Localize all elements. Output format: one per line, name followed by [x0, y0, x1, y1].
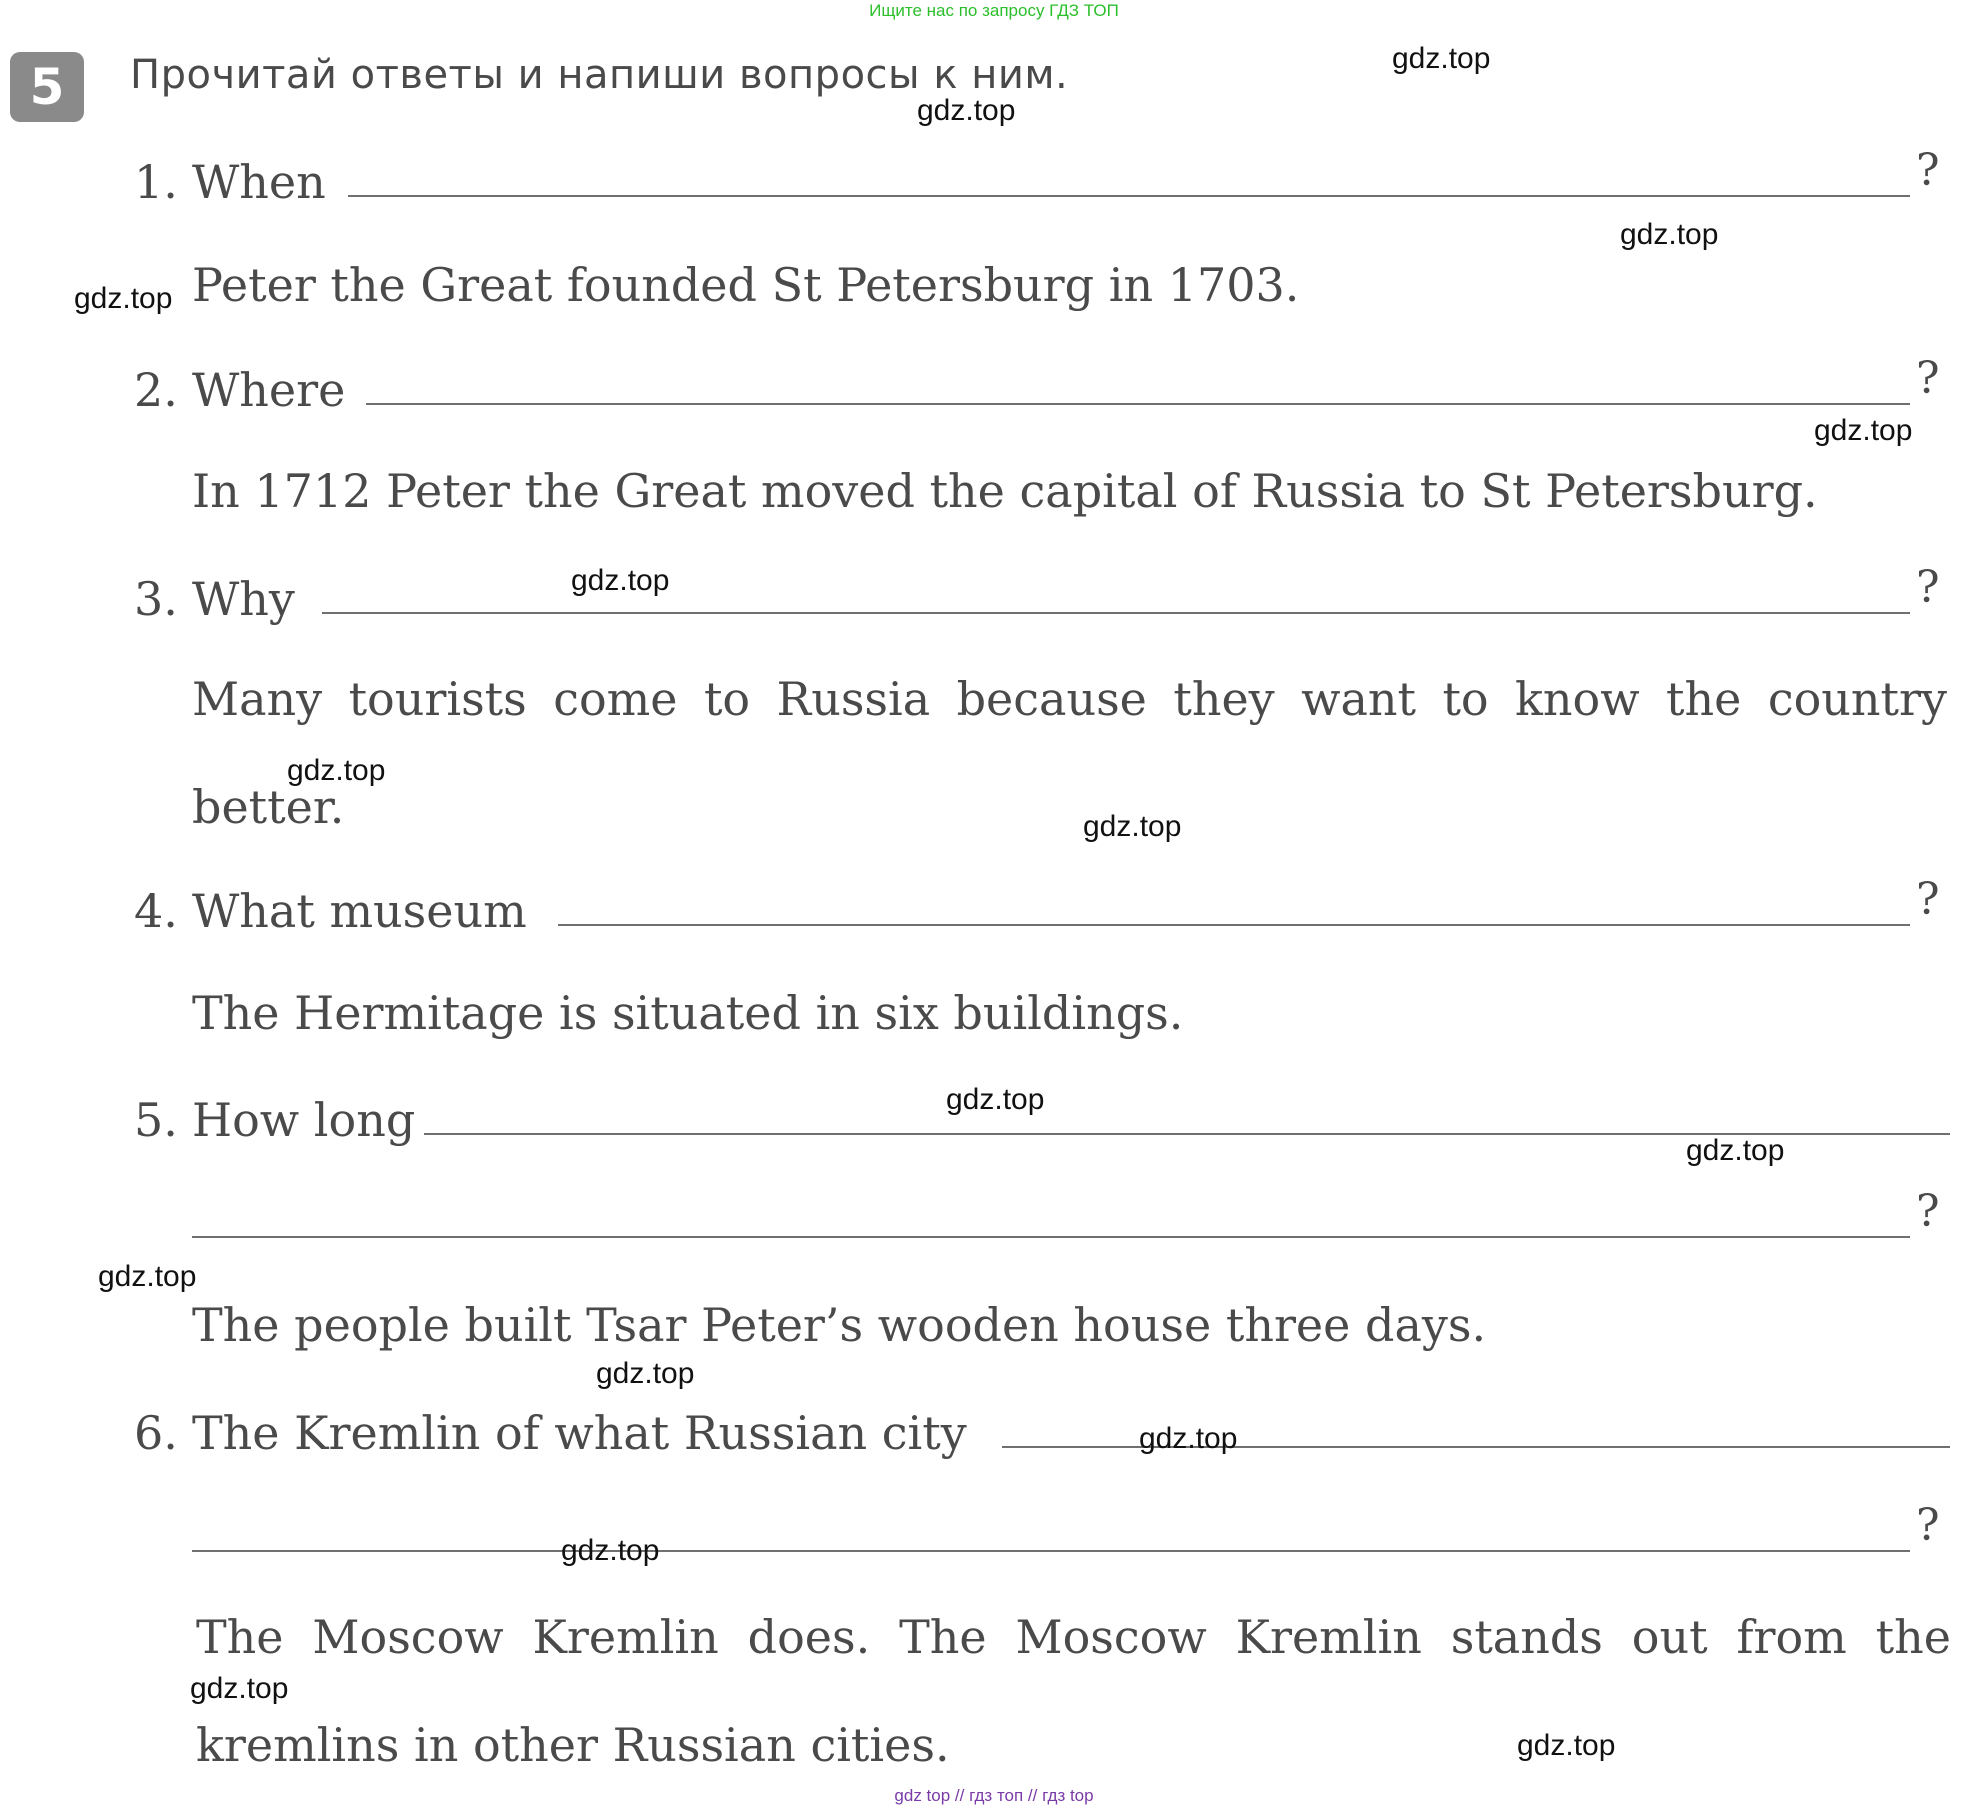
- answer-line[interactable]: [558, 924, 1910, 926]
- watermark: gdz.top: [1392, 42, 1491, 75]
- watermark: gdz.top: [917, 94, 1016, 127]
- question-mark: ?: [1916, 353, 1940, 404]
- answer-text-continued: better.: [192, 780, 345, 834]
- question-mark: ?: [1916, 874, 1940, 925]
- watermark: gdz.top: [1620, 218, 1719, 251]
- answer-text: The Moscow Kremlin does. The Moscow Kremlin stands out from the: [196, 1610, 1951, 1664]
- question-prompt: When: [192, 155, 326, 209]
- watermark: gdz.top: [561, 1534, 660, 1567]
- question-number: 1.: [134, 155, 178, 209]
- answer-line[interactable]: [348, 195, 1910, 197]
- answer-text: The Hermitage is situated in six buildings.: [192, 986, 1184, 1040]
- watermark: gdz.top: [74, 282, 173, 315]
- watermark: gdz.top: [1083, 810, 1182, 843]
- watermark: gdz.top: [1139, 1422, 1238, 1455]
- answer-text: The people built Tsar Peter’s wooden house three days.: [192, 1298, 1487, 1352]
- exercise-number-badge: 5: [10, 52, 84, 122]
- question-prompt: Where: [192, 363, 346, 417]
- question-mark: ?: [1916, 1500, 1940, 1551]
- question-mark: ?: [1916, 145, 1940, 196]
- watermark: gdz.top: [1517, 1729, 1616, 1762]
- watermark: gdz.top: [1686, 1134, 1785, 1167]
- answer-text: Peter the Great founded St Petersburg in 1703.: [192, 258, 1300, 312]
- top-note: Ищите нас по запросу ГДЗ ТОП: [869, 1, 1119, 20]
- question-mark: ?: [1916, 1186, 1940, 1237]
- question-number: 5.: [134, 1093, 178, 1147]
- watermark: gdz.top: [571, 564, 670, 597]
- question-prompt: The Kremlin of what Russian city: [192, 1406, 967, 1460]
- answer-line[interactable]: [366, 403, 1910, 405]
- watermark: gdz.top: [946, 1083, 1045, 1116]
- answer-line-continued[interactable]: [192, 1236, 1910, 1238]
- answer-text-continued: kremlins in other Russian cities.: [196, 1718, 950, 1772]
- exercise-instruction: Прочитай ответы и напиши вопросы к ним.: [130, 52, 1069, 98]
- question-prompt: How long: [192, 1093, 416, 1147]
- question-number: 6.: [134, 1406, 178, 1460]
- question-prompt: Why: [192, 572, 295, 626]
- question-number: 3.: [134, 572, 178, 626]
- answer-line-continued[interactable]: [192, 1550, 1910, 1552]
- watermark: gdz.top: [596, 1357, 695, 1390]
- watermark: gdz.top: [287, 754, 386, 787]
- answer-line[interactable]: [322, 612, 1910, 614]
- question-number: 4.: [134, 884, 178, 938]
- question-number: 2.: [134, 363, 178, 417]
- watermark: gdz.top: [98, 1260, 197, 1293]
- answer-text: Many tourists come to Russia because they want to know the country: [192, 672, 1947, 726]
- watermark: gdz.top: [1814, 414, 1913, 447]
- question-prompt: What museum: [192, 884, 527, 938]
- question-mark: ?: [1916, 562, 1940, 613]
- footer-note: gdz top // гдз топ // гдз top: [894, 1786, 1094, 1805]
- answer-text: In 1712 Peter the Great moved the capital of Russia to St Petersburg.: [192, 464, 1818, 518]
- watermark: gdz.top: [190, 1672, 289, 1705]
